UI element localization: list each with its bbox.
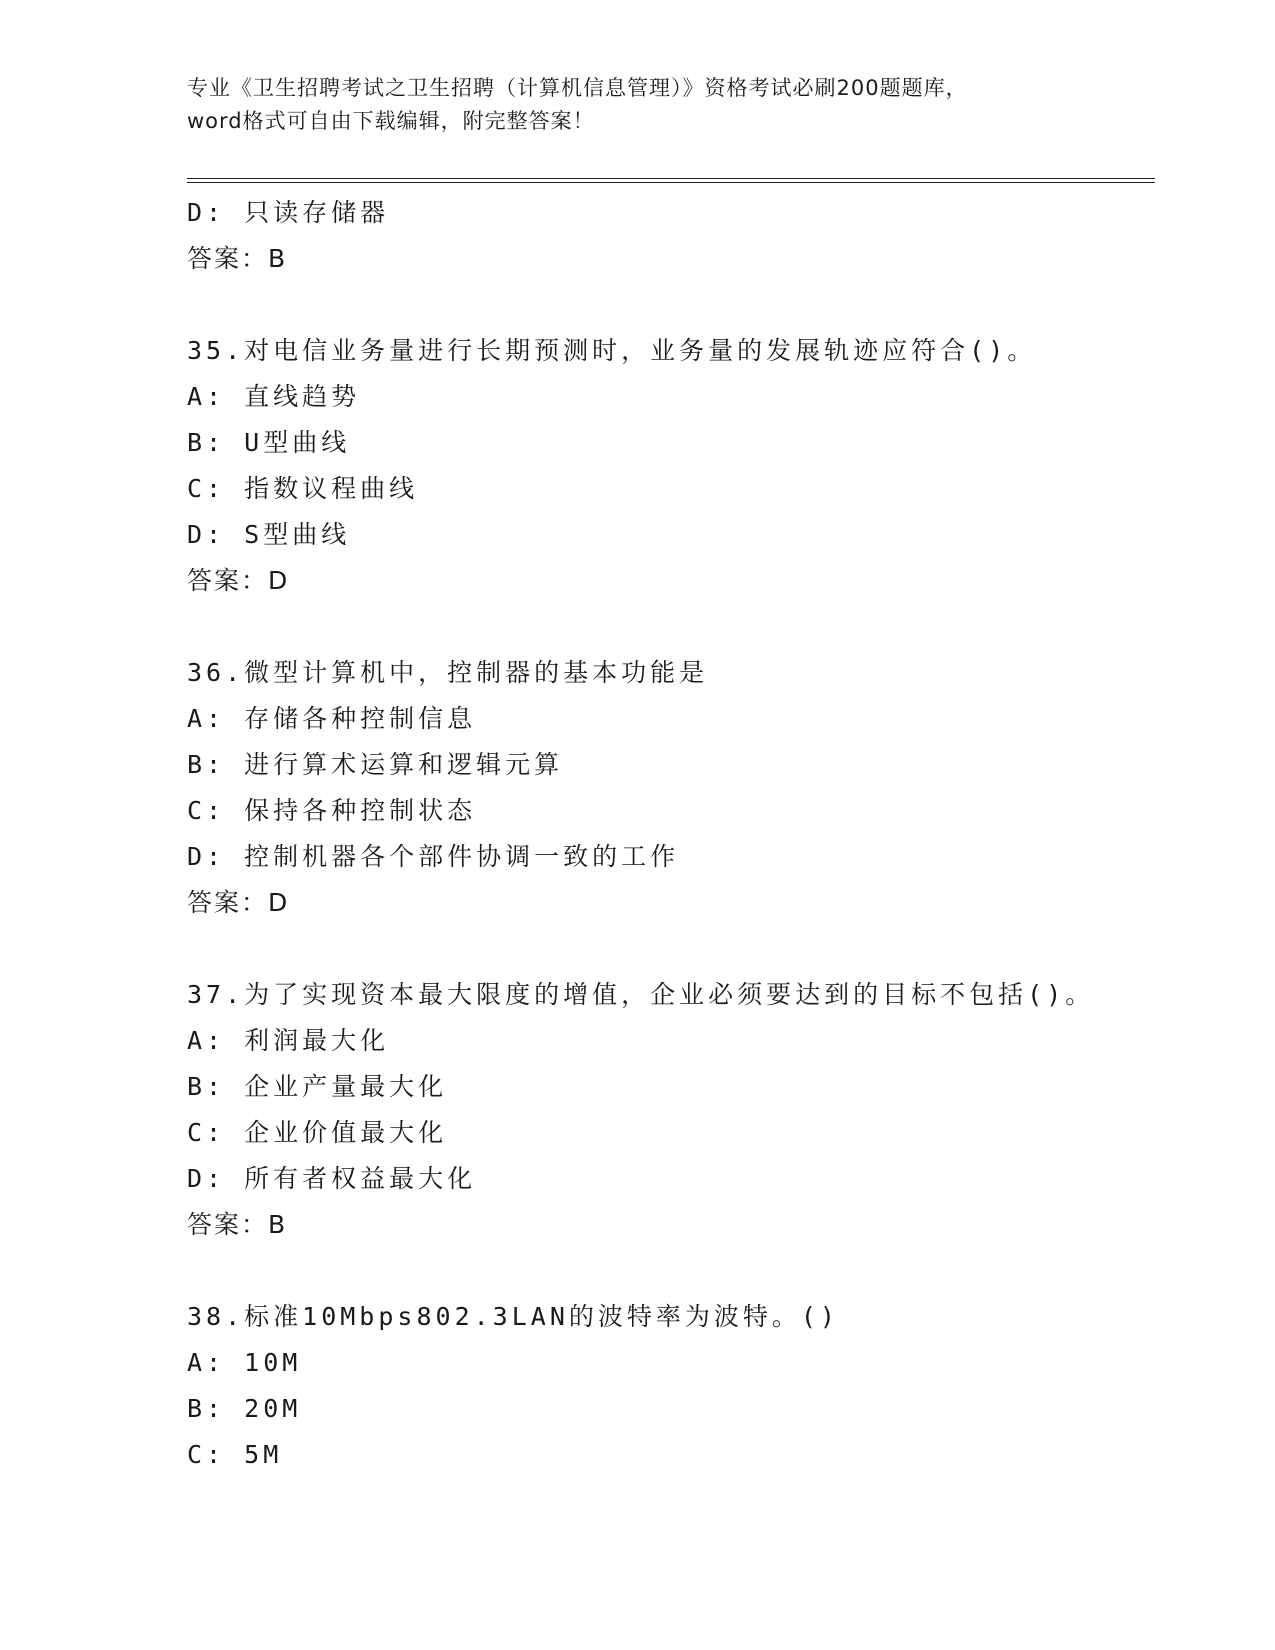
option-c: C: 指数议程曲线 <box>187 474 419 503</box>
option-b: B: 进行算术运算和逻辑元算 <box>187 750 564 779</box>
option-d: D: 只读存储器 <box>187 198 390 227</box>
header-divider <box>187 178 1155 183</box>
option-a: A: 10M <box>187 1348 302 1377</box>
option-d: D: 控制机器各个部件协调一致的工作 <box>187 842 680 871</box>
option-c: C: 保持各种控制状态 <box>187 796 477 825</box>
question-block-36 <box>187 650 1155 926</box>
spacer <box>187 282 1155 328</box>
question-stem: 38.标准10Mbps802.3LAN的波特率为波特。() <box>187 1302 839 1331</box>
question-content <box>187 190 1155 1478</box>
option-b: B: U型曲线 <box>187 428 351 457</box>
question-block-38 <box>187 1294 1155 1478</box>
question-block-37 <box>187 972 1155 1248</box>
header-line-2: word格式可自由下载编辑，附完整答案！ <box>187 109 595 133</box>
header-line-1: 专业《卫生招聘考试之卫生招聘（计算机信息管理）》资格考试必刷200题题库， <box>187 76 968 100</box>
option-b: B: 企业产量最大化 <box>187 1072 448 1101</box>
spacer <box>187 1248 1155 1294</box>
option-d: D: 所有者权益最大化 <box>187 1164 477 1193</box>
option-d: D: S型曲线 <box>187 520 351 549</box>
option-c: C: 企业价值最大化 <box>187 1118 448 1147</box>
option-c: C: 5M <box>187 1440 283 1469</box>
answer-line: 答案：D <box>187 888 290 917</box>
option-a: A: 直线趋势 <box>187 382 361 411</box>
question-stem: 35.对电信业务量进行长期预测时，业务量的发展轨迹应符合()。 <box>187 336 1037 365</box>
spacer <box>187 604 1155 650</box>
page-header <box>187 72 1087 138</box>
option-a: A: 利润最大化 <box>187 1026 390 1055</box>
answer-line: 答案：D <box>187 566 290 595</box>
question-block-35 <box>187 328 1155 604</box>
option-b: B: 20M <box>187 1394 302 1423</box>
spacer <box>187 926 1155 972</box>
question-stem: 37.为了实现资本最大限度的增值，企业必须要达到的目标不包括()。 <box>187 980 1095 1009</box>
question-stem: 36.微型计算机中，控制器的基本功能是 <box>187 658 709 687</box>
answer-line: 答案：B <box>187 1210 288 1239</box>
option-a: A: 存储各种控制信息 <box>187 704 477 733</box>
answer-line: 答案：B <box>187 244 288 273</box>
